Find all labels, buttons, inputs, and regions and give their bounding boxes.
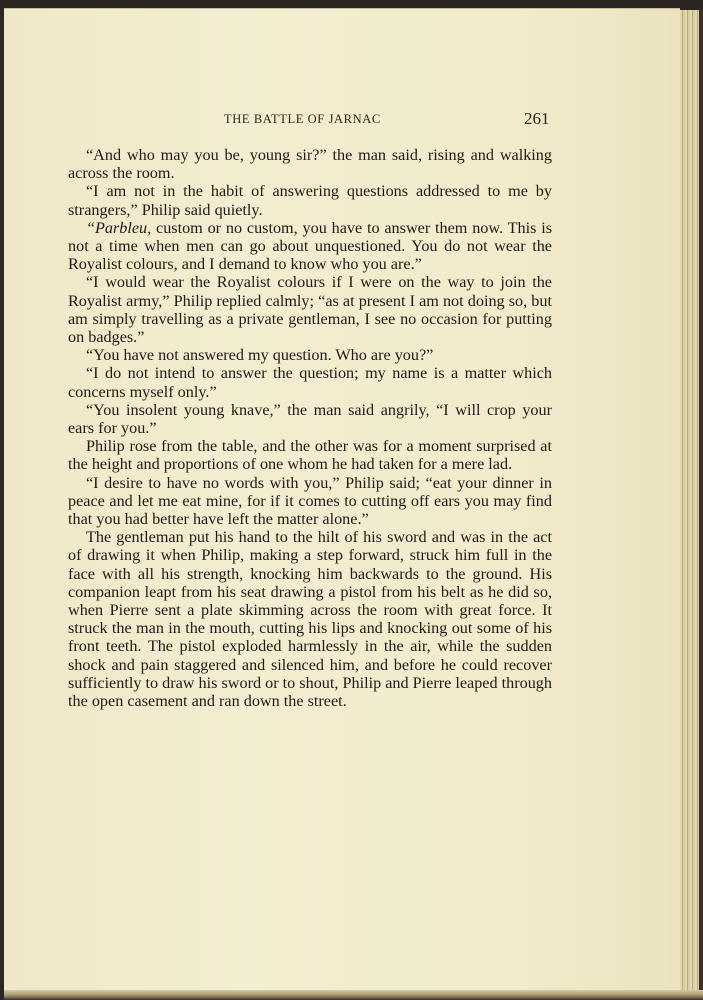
paragraph-text: “I do not intend to answer the question; my name is a matter which concerns myself only.” <box>68 364 552 401</box>
paragraph <box>68 182 552 218</box>
paragraph <box>68 364 552 400</box>
paragraph-text: The gentleman put his hand to the hilt of his sword and was in the act of drawing it when Philip, making a step forward, struck him full in the face with all his strength, knocking him backwards to the ground. His companion leapt from his seat drawing a pistol from his belt as he did so, when Pierre sent a plate skimming across the room with great force. It struck the man in the mouth, cutting his lips and knocking out some of his front teeth. The pistol exploded harmlessly in the air, while the sudden shock and pain staggered and silenced him, and before he could recover sufficiently to draw his sword or to shout, Philip and Pierre leaped through the open casement and ran down the street. <box>68 528 552 711</box>
body-text <box>68 146 552 710</box>
paragraph <box>68 146 552 182</box>
paragraph-text: “You insolent young knave,” the man said angrily, “I will crop your ears for you.” <box>68 400 552 438</box>
paragraph <box>68 437 552 473</box>
italic-exclamation: “Parbleu, <box>86 218 152 237</box>
paragraph-text: custom or no custom, you have to answer them now. This is not a time when men can go about unquestioned. You do not wear the Royalist colours, and I demand to know who you are.” <box>68 218 552 274</box>
paragraph-text: “I would wear the Royalist colours if I were on the way to join the Royalist army,” Philip replied calmly; “as at present I am not doing so, but am simply travelling as a private gentleman, I see no occasion for putting on badges.” <box>68 273 552 347</box>
paragraph-text: “I am not in the habit of answering questions addressed to me by strangers,” Philip said quietly. <box>68 182 552 219</box>
paragraph-text: “And who may you be, young sir?” the man said, rising and walking across the room. <box>68 146 552 183</box>
paragraph-text: “You have not answered my question. Who are you?” <box>86 346 434 365</box>
paragraph-text: Philip rose from the table, and the other was for a moment surprised at the height and proportions of one whom he had taken for a mere lad. <box>68 437 552 474</box>
running-head <box>0 109 703 132</box>
page-edges <box>680 10 703 995</box>
paragraph <box>68 273 552 346</box>
page-number: 261 <box>524 109 550 128</box>
paragraph <box>68 219 552 274</box>
paragraph <box>68 401 552 437</box>
paragraph <box>68 474 552 529</box>
bottom-page-edge <box>4 990 703 1000</box>
paragraph-text: “I desire to have no words with you,” Philip said; “eat your dinner in peace and let me eat mine, for if it comes to cutting off ears you may find that you had better have left the matter alone.” <box>68 473 552 529</box>
paragraph <box>68 528 552 710</box>
paragraph <box>68 346 552 364</box>
running-title: THE BATTLE OF JARNAC <box>224 112 381 126</box>
